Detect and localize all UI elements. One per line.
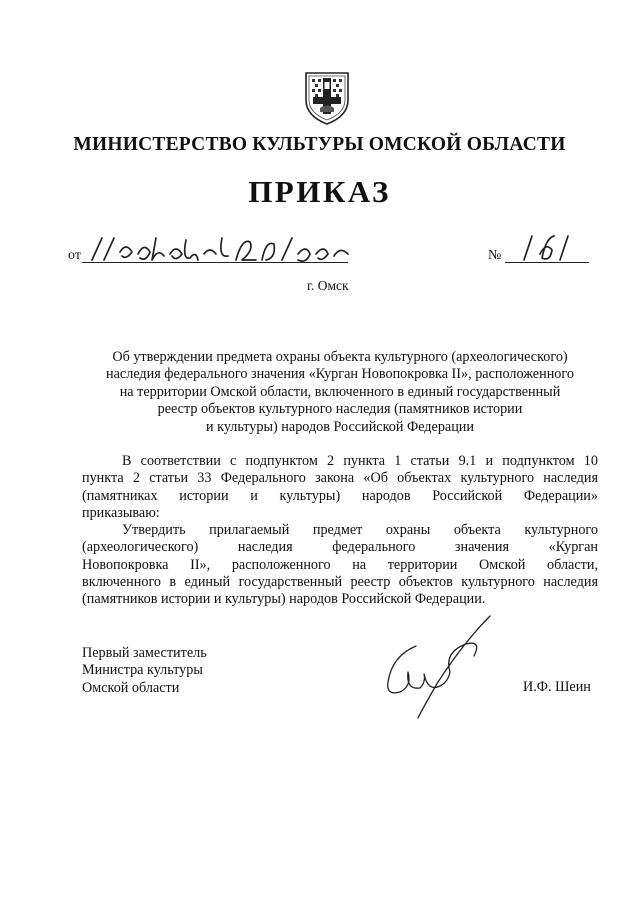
handwritten-signature — [378, 612, 498, 722]
handwritten-number — [516, 230, 576, 266]
preamble-line: В соответствии с подпунктом 2 пункта 1 статьи 9.1 и подпунктом 10 — [122, 453, 598, 469]
subject-line: на территории Омской области, включенного в единый государственный — [119, 383, 561, 400]
position-line: Первый заместитель — [82, 645, 207, 661]
order-line: Новопокровка II», расположенного на территории Омской области, — [82, 556, 598, 573]
preamble-line: (памятниках истории и культуры) народов Российской Федерации» — [82, 487, 598, 504]
order-keyword: приказываю: — [82, 504, 160, 521]
subject-line: и культуры) народов Российской Федерации — [205, 418, 474, 435]
order-line: включенного в единый государственный реестр объектов культурного наследия — [82, 574, 598, 591]
order-body — [82, 453, 598, 609]
handwritten-date — [86, 230, 356, 270]
number-prefix-label: № — [488, 248, 502, 263]
position-line: Министра культуры — [82, 662, 203, 679]
date-prefix-label: от — [68, 248, 81, 263]
subject-line: реестр объектов культурного наследия (памятников истории — [157, 401, 523, 418]
subject-line: наследия федерального значения «Курган Новопокровка II», расположенного — [106, 366, 574, 383]
order-line: (памятников истории и культуры) народов Российской Федерации. — [82, 591, 486, 608]
order-line: (археологического) наследия федерального значения «Курган — [82, 539, 598, 556]
signatory-name: И.Ф. Шеин — [523, 679, 591, 695]
omsk-coat-of-arms-icon — [302, 70, 352, 126]
order-line: Утвердить прилагаемый предмет охраны объекта культурного — [122, 522, 598, 539]
order-subject — [82, 349, 598, 436]
preamble-line: пункта 2 статьи 33 Федерального закона «Об объектах культурного наследия — [82, 470, 598, 487]
city-label: г. Омск — [307, 278, 349, 293]
position-line: Омской области — [82, 679, 180, 696]
ministry-title: МИНИСТЕРСТВО КУЛЬТУРЫ ОМСКОЙ ОБЛАСТИ — [73, 134, 566, 155]
signatory-position — [82, 645, 207, 697]
subject-line: Об утверждении предмета охраны объекта культурного (археологического) — [112, 349, 568, 365]
document-type-title: ПРИКАЗ — [248, 174, 391, 209]
